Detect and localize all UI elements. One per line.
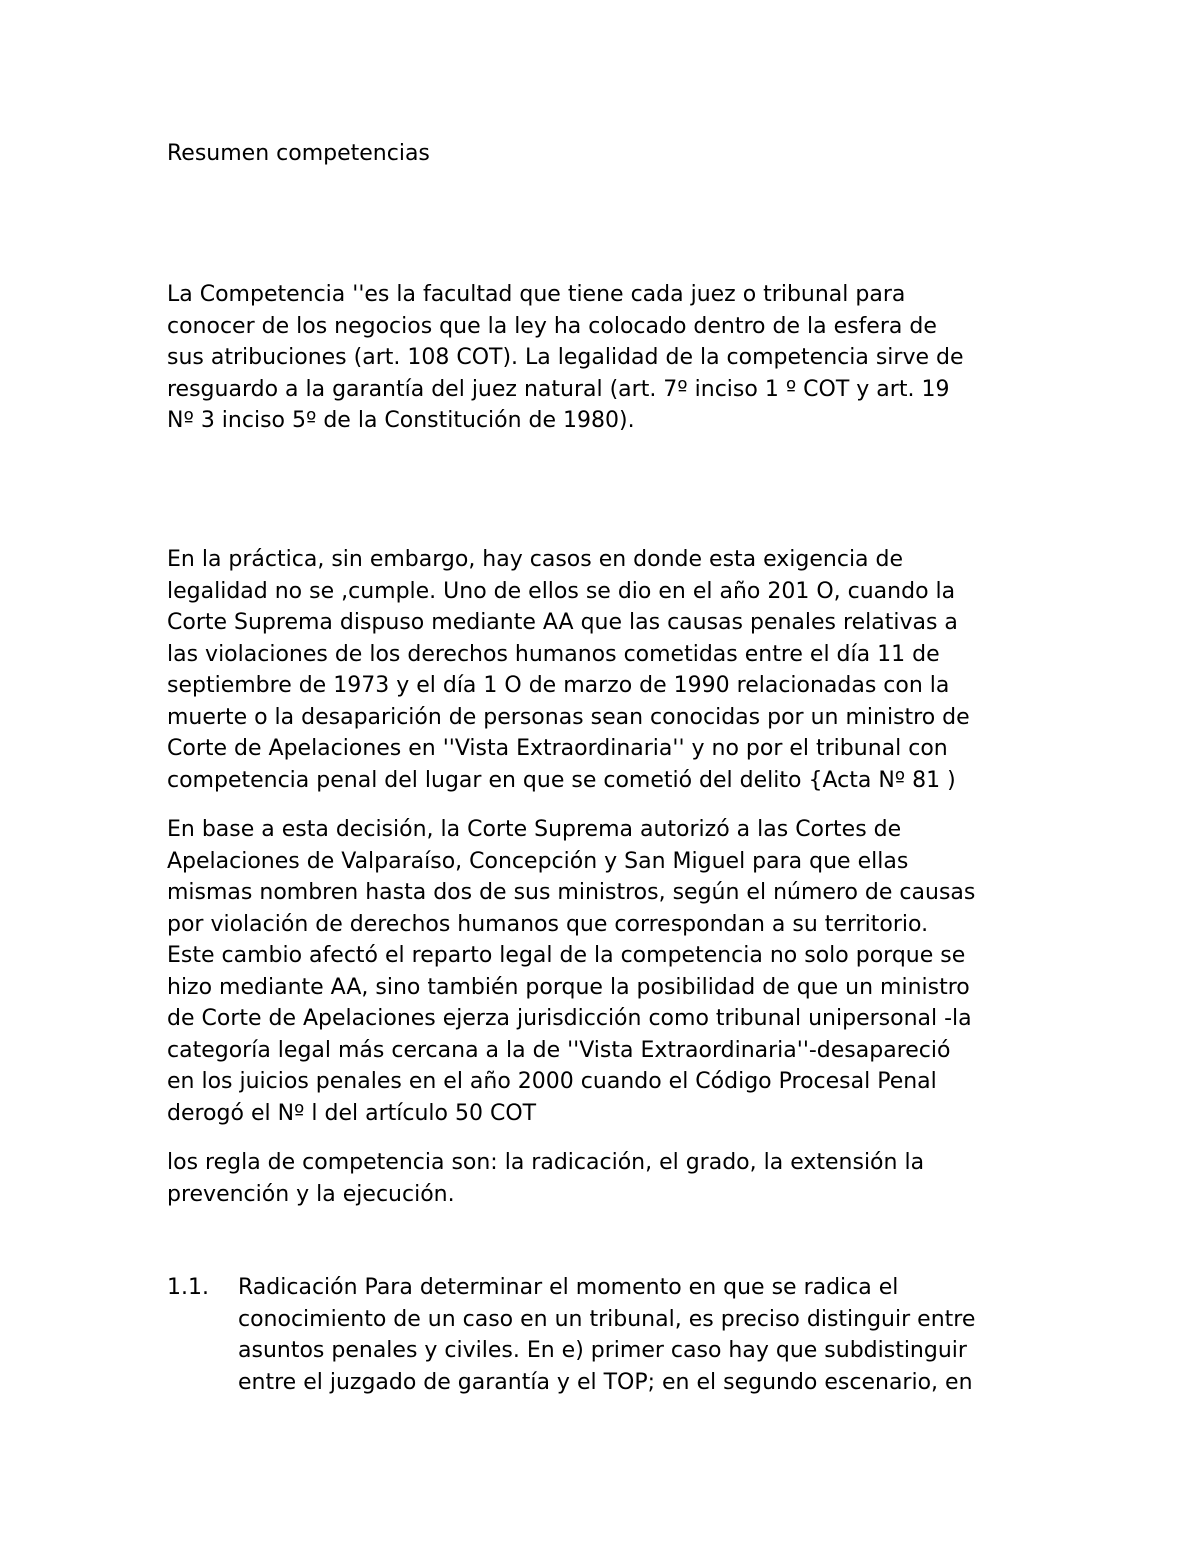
text-line: muerte o la desaparición de personas sean conocidas por un ministro de (167, 704, 970, 730)
document-title: Resumen competencias (167, 141, 430, 166)
text-line: asuntos penales y civiles. En e) primer caso hay que subdistinguir (238, 1338, 967, 1363)
text-line: de Corte de Apelaciones ejerza jurisdicción como tribunal unipersonal -la (167, 1006, 972, 1031)
text-line: por violación de derechos humanos que correspondan a su territorio. (167, 911, 929, 937)
list-item-body (238, 1272, 1058, 1398)
text-line: categoría legal más cercana a la de ''Vista Extraordinaria''-desapareció (167, 1037, 951, 1063)
text-line: entre el juzgado de garantía y el TOP; en el segundo escenario, en (238, 1369, 973, 1395)
text-line: conocer de los negocios que la ley ha colocado dentro de la esfera de (167, 313, 937, 339)
text-line: Corte Suprema dispuso mediante AA que las causas penales relativas a (167, 610, 958, 635)
text-line: Apelaciones de Valparaíso, Concepción y San Miguel para que ellas (167, 848, 909, 874)
text-line: Este cambio afectó el reparto legal de la competencia no solo porque se (167, 943, 966, 968)
text-line: resguardo a la garantía del juez natural (art. 7º inciso 1 º COT y art. 19 (167, 376, 950, 402)
text-line: Radicación Para determinar el momento en que se radica el (238, 1275, 899, 1300)
text-line: hizo mediante AA, sino también porque la posibilidad de que un ministro (167, 974, 970, 1000)
text-line: las violaciones de los derechos humanos cometidas entre el día 11 de (167, 641, 940, 667)
text-line: septiembre de 1973 y el día 1 O de marzo de 1990 relacionadas con la (167, 673, 950, 698)
paragraph-practice-exception (167, 544, 1047, 796)
text-line: sus atribuciones (art. 108 COT). La legalidad de la competencia sirve de (167, 345, 964, 370)
text-line: La Competencia ''es la facultad que tiene cada juez o tribunal para (167, 282, 906, 307)
text-line: legalidad no se ,cumple. Uno de ellos se dio en el año 201 O, cuando la (167, 578, 956, 604)
paragraph-competencia-definition (167, 279, 1047, 437)
text-line: conocimiento de un caso en un tribunal, es preciso distinguir entre (238, 1306, 976, 1332)
list-item-number: 1.1. (167, 1275, 209, 1300)
text-line: competencia penal del lugar en que se cometió del delito {Acta Nº 81 ) (167, 767, 956, 793)
text-line: En la práctica, sin embargo, hay casos en donde esta exigencia de (167, 547, 904, 572)
text-line: los regla de competencia son: la radicación, el grado, la extensión la (167, 1150, 925, 1175)
paragraph-competence-rules (167, 1147, 1047, 1210)
text-line: en los juicios penales en el año 2000 cuando el Código Procesal Penal (167, 1069, 937, 1094)
text-line: derogó el Nº l del artículo 50 COT (167, 1100, 537, 1126)
text-line: prevención y la ejecución. (167, 1181, 455, 1207)
text-line: Nº 3 inciso 5º de la Constitución de 1980). (167, 408, 635, 433)
text-line: En base a esta decisión, la Corte Suprema autorizó a las Cortes de (167, 817, 902, 842)
text-line: Corte de Apelaciones en ''Vista Extraordinaria'' y no por el tribunal con (167, 736, 948, 761)
text-line: mismas nombren hasta dos de sus ministros, según el número de causas (167, 880, 976, 905)
paragraph-supreme-court-decision (167, 814, 1047, 1129)
